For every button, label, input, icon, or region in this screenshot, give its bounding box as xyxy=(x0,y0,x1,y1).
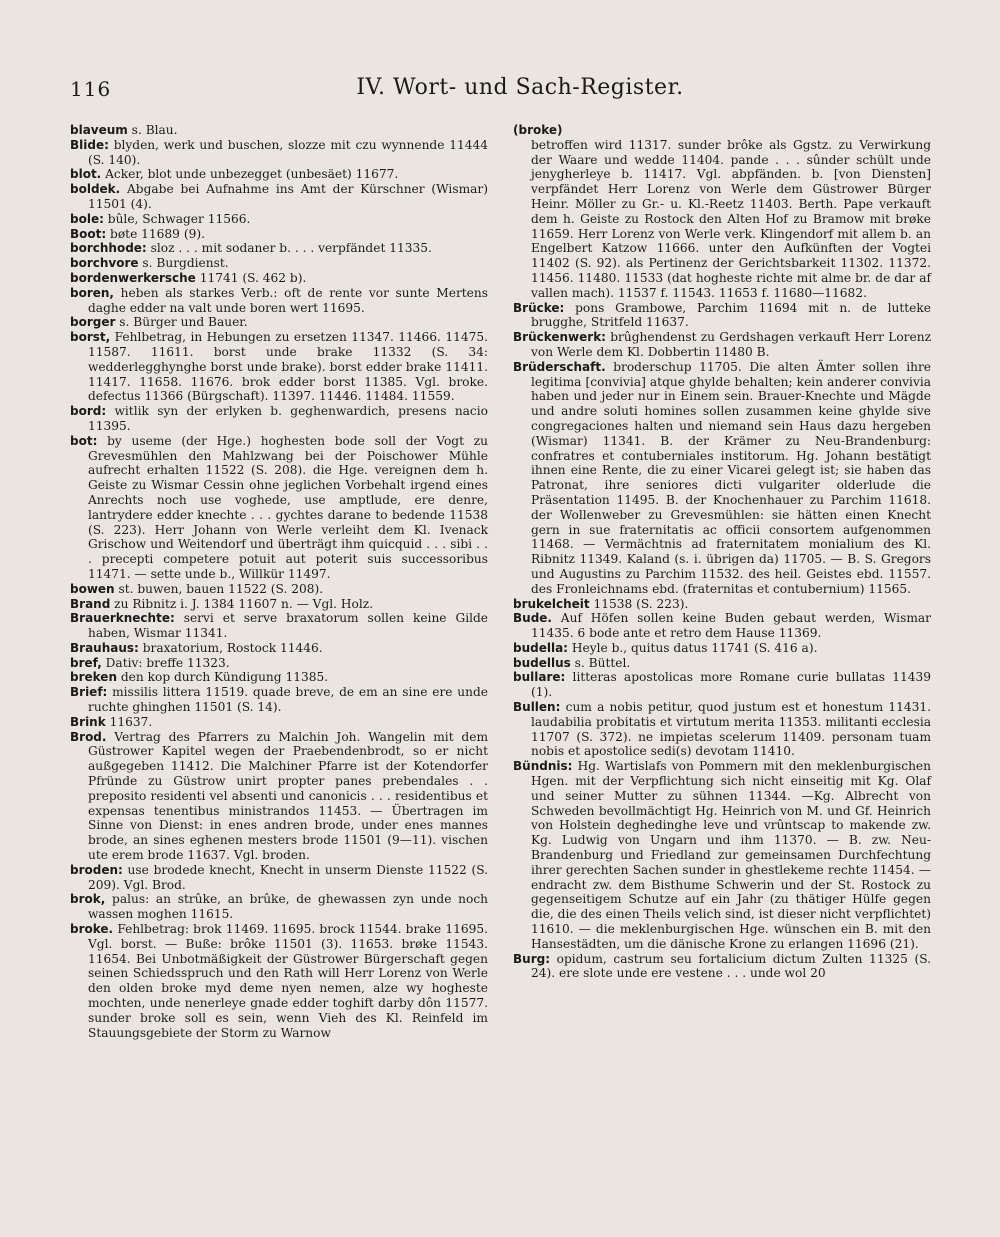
index-entry-text: Fehlbetrag: brok 11469. 11695. brock 11544. brake 11695. Vgl. borst. — Buße: brôke 11501 (3). 11653. brøke 11543. 11654. Bei Unbotmäßigkeit der Güstrower Bürgerschaft gegen seinen Schiedsspruch und den Rath will Herr Lorenz von Werle den olden broke myd deme nyen nemen, alze wy hogheste mochten, unde nenerleye gnade edder toghift darby dôn 11577. sunder broke soll es sein, wenn Vieh des Kl. Reinfeld im Stauungsgebiete der Storm zu Warnow xyxy=(88,922,488,1040)
index-entry-text: s. Büttel. xyxy=(570,655,631,670)
index-entry-text: braxatorium, Rostock 11446. xyxy=(138,640,323,655)
index-entry-text: bøte 11689 (9). xyxy=(106,226,205,241)
index-headword: Brückenwerk: xyxy=(513,330,606,345)
index-headword: bordenwerkersche xyxy=(70,270,196,285)
left-column xyxy=(70,123,488,1040)
index-entry xyxy=(513,360,931,597)
index-entry-text: Acker, blot unde unbezegget (unbesäet) 11677. xyxy=(101,167,399,182)
index-headword: Blide: xyxy=(70,137,109,152)
index-entry-text: palus: an strûke, an brûke, de ghewassen zyn unde noch wassen moghen 11615. xyxy=(88,892,488,922)
index-headword: Brand xyxy=(70,596,111,611)
index-entry-text: Auf Höfen sollen keine Buden gebaut werden, Wismar 11435. 6 bode ante et retro dem Hause 11369. xyxy=(531,611,931,641)
index-entry xyxy=(513,301,931,331)
index-headword: bord: xyxy=(70,404,107,419)
index-entry xyxy=(70,597,488,612)
index-entry xyxy=(70,641,488,656)
index-entry xyxy=(70,182,488,212)
index-headword: bowen xyxy=(70,581,115,596)
index-headword: borst, xyxy=(70,330,111,345)
index-headword: Bullen: xyxy=(513,700,561,715)
index-headword: borchvore xyxy=(70,256,139,271)
index-entry xyxy=(70,315,488,330)
index-entry xyxy=(513,330,931,360)
index-entry-text: sloz . . . mit sodaner b. . . . verpfändet 11335. xyxy=(146,241,432,256)
index-entry xyxy=(513,641,931,656)
index-entry-text: cum a nobis petitur, quod justum est et honestum 11431. laudabilia probitatis et virtutum merita 11353. militanti ecclesia 11707 (S. 372). ne impietas scelerum 11409. personam tuam nobis et apostolice sedi(s) devotam 11410. xyxy=(531,700,931,759)
index-entry-text: litteras apostolicas more Romane curie bullatas 11439 (1). xyxy=(531,670,931,700)
index-entry-text: Vertrag des Pfarrers zu Malchin Joh. Wangelin mit dem Güstrower Kapitel wegen der Praebendenbrodt, so er nicht außgegeben 11412. Die Malchiner Pfarre ist der Kotendorfer Pfründe zu Güstrow unirt propter panes prebendales . . preposito residenti vel absenti und canonicis . . . residentibus et expensas tenentibus ministrandos 11453. — Übertragen im Sinne von Dienst: in enes andren brode, under enes mannes brode, an sines eghenen mesters brode 11501 (9—11). vischen ute erem brode 11637. Vgl. broden. xyxy=(88,729,488,863)
index-entry xyxy=(513,700,931,759)
index-entry xyxy=(70,611,488,641)
index-entry-text: 11538 (S. 223). xyxy=(589,596,689,611)
index-entry xyxy=(70,656,488,671)
index-headword: broke. xyxy=(70,922,114,937)
index-headword: bref, xyxy=(70,655,102,670)
index-entry-text: missilis littera 11519. quade breve, de em an sine ere unde ruchte ghinghen 11501 (S. 14). xyxy=(88,685,488,715)
index-headword: brukelcheit xyxy=(513,596,590,611)
index-headword: Brücke: xyxy=(513,300,565,315)
index-headword: Burg: xyxy=(513,951,550,966)
index-entry-text: Hg. Wartislafs von Pommern mit den meklenburgischen Hgen. mit der Verpflichtung sich nicht einseitig mit Kg. Olaf und seiner Mutter zu sühnen 11344. —Kg. Albrecht von Schweden bevollmächtigt Hg. Heinrich von M. und Gf. Heinrich von Holstein deghedinghe leve und vrûntscap to makende zw. Kg. Ludwig von Ungarn und ihm 11370. — B. zw. Neu-Brandenburg und Friedland zur gemeinsamen Durchfechtung ihrer gerechten Sachen sunder in ghestlekeme rechte 11454. — endracht zw. dem Bisthume Schwerin und der St. Rostock zu gegenseitigem Schutze auf ein Jahr (zu thätiger Hülfe gegen die, die des einen Theils velich sind, ist dieser nicht verpflichtet) 11610. — die meklenburgischen Hge. wünschen ein B. mit den Hansestädten, um die dänische Krone zu erlangen 11696 (21). xyxy=(531,759,931,951)
index-headword: Brauerknechte: xyxy=(70,611,175,626)
index-entry xyxy=(513,597,931,612)
index-entry-text: Abgabe bei Aufnahme ins Amt der Kürschner (Wismar) 11501 (4). xyxy=(88,182,488,211)
index-entry xyxy=(70,434,488,582)
index-headword: bot: xyxy=(70,433,98,448)
index-headword: Bude. xyxy=(513,611,552,626)
index-entry xyxy=(513,138,931,301)
index-headword: boldek. xyxy=(70,182,121,197)
index-entry xyxy=(70,167,488,182)
index-headword: Brief: xyxy=(70,685,108,700)
index-entry-text: by useme (der Hge.) hoghesten bode soll der Vogt zu Grevesmühlen den Mahlzwang bei der Poischower Mühle aufrecht erhalten 11522 (S. 208). die Hge. vereignen dem h. Geiste zu Wismar Cessin ohne jeglichen Vorbehalt irgend eines Anrechts noch use voghede, use amptlude, ere denre, lantrydere edder knechte . . . gychtes darane to bedende 11538 (S. 223). Herr Johann von Werle verleiht dem Kl. Ivenack Grischow und Weitendorf und überträgt ihm quicquid . . . sibi . . . precepti competere potuit aut poterit suis successoribus 11471. — sette unde b., Willkür 11497. xyxy=(88,433,488,581)
index-headword: Boot: xyxy=(70,226,107,241)
index-entry-text: 11741 (S. 462 b). xyxy=(195,270,307,285)
index-headword: borger xyxy=(70,315,116,330)
page-title: IV. Wort- und Sach-Register. xyxy=(356,75,684,100)
index-headword: (broke) xyxy=(513,123,563,137)
index-entry-text: blyden, werk und buschen, slozze mit czu wynnende 11444 (S. 140). xyxy=(88,137,488,167)
index-entry-text: heben als starkes Verb.: oft de rente vor sunte Mertens daghe edder na valt unde boren wert 11695. xyxy=(88,285,488,315)
index-entry xyxy=(70,271,488,286)
index-entry-text: zu Ribnitz i. J. 1384 11607 n. — Vgl. Holz. xyxy=(110,596,374,611)
index-headword: Brink xyxy=(70,714,106,729)
index-entry-text: bûle, Schwager 11566. xyxy=(103,211,251,226)
index-entry-text: Fehlbetrag, in Hebungen zu ersetzen 11347. 11466. 11475. 11587. 11611. borst unde brake 11332 (S. 34: wedderlegghynghe borst unde brake). borst edder brake 11411. 11417. 11658. 11676. brok edder borst 11385. Vgl. broke. defectus 11366 (Bürgschaft). 11397. 11446. 11484. 11559. xyxy=(88,330,488,404)
index-entry xyxy=(70,256,488,271)
index-entry xyxy=(513,656,931,671)
index-entry xyxy=(513,611,931,641)
index-entry-text: s. Blau. xyxy=(127,123,178,137)
index-headword: Bündnis: xyxy=(513,759,573,774)
index-entry-text: Dativ: breffe 11323. xyxy=(101,655,230,670)
index-entry xyxy=(70,892,488,922)
index-entry xyxy=(513,952,931,982)
index-entry xyxy=(70,138,488,168)
index-entry xyxy=(70,685,488,715)
index-entry-text: use brodede knecht, Knecht in unserm Dienste 11522 (S. 209). Vgl. Brod. xyxy=(88,862,488,892)
index-entry xyxy=(70,922,488,1040)
index-entry xyxy=(70,404,488,434)
index-entry xyxy=(70,330,488,404)
index-headword: breken xyxy=(70,670,117,685)
index-headword: blot. xyxy=(70,167,102,182)
index-entry xyxy=(70,123,488,138)
index-entry xyxy=(70,582,488,597)
index-entry xyxy=(70,241,488,256)
index-entry xyxy=(70,212,488,227)
index-entry-text: pons Grambowe, Parchim 11694 mit n. de lutteke brugghe, Stritfeld 11637. xyxy=(531,300,931,330)
index-entry xyxy=(70,730,488,863)
index-entry-text: den kop durch Kündigung 11385. xyxy=(117,670,329,685)
index-headword: brok, xyxy=(70,892,106,907)
index-entry-text: st. buwen, bauen 11522 (S. 208). xyxy=(114,581,324,596)
index-headword: boren, xyxy=(70,285,114,300)
index-entry xyxy=(70,227,488,242)
right-column xyxy=(513,123,931,981)
index-entry xyxy=(513,123,931,138)
index-entry-text: s. Bürger und Bauer. xyxy=(115,315,248,330)
page-number: 116 xyxy=(70,77,112,101)
index-entry-text: broderschup 11705. Die alten Ämter sollen ihre legitima [convivia] atque ghylde behalten; kein anderer convivia haben und jeder nur in Einem sein. Brauer-Knechte und Mägde und andre soluti homines sollen zusammen keine ghylde sive congregaciones halten und niemand sein Haus dazu hergeben (Wismar) 11341. B. der Krämer zu Neu-Brandenburg: confratres et contuberniales institorum. Hg. Johann bestätigt ihnen eine Rente, die zu einer Vicarei gelegt ist; sie haben das Patronat, ihre seniores dicti vulgariter olderlude die Präsentation 11495. B. der Knochenhauer zu Parchim 11618. der Wollenweber zu Grevesmühlen: sie hätten einen Knecht gern in sue fraternitatis ac officii consortem aufgenommen 11468. — Vermächtnis ad fraternitatem monialium des Kl. Ribnitz 11349. Kaland (s. i. übrigen da) 11705. — B. S. Gregors und Augustins zu Parchim 11532. des heil. Geistes ebd. 11557. des Fronleichnams ebd. (fraternitas et contubernium) 11565. xyxy=(531,359,931,596)
index-headword: bole: xyxy=(70,211,104,226)
index-headword: broden: xyxy=(70,862,123,877)
index-entry xyxy=(513,759,931,951)
index-headword: budella: xyxy=(513,640,568,655)
index-entry-text: betroffen wird 11317. sunder brôke als Ggstz. zu Verwirkung der Waare und wedde 11404. pande . . . sûnder schült unde jenygherleye b. 11417. Vgl. abpfänden. b. [von Diensten] verpfändet Herr Lorenz von Werle dem Güstrower Bürger Heinr. Möller zu Gr.- u. Kl.-Reetz 11403. Berth. Pape verkauft dem h. Geiste zu Rostock den Alten Hof zu Bramow mit brøke 11659. Herr Lorenz von Werle verk. Klingendorf mit allem b. an Engelbert Katzow 11666. unter den Aufkünften der Vogtei 11402 (S. 92). als Pertinenz der Gerichtsbarkeit 11302. 11372. 11456. 11480. 11533 (dat hogheste richte mit alme br. de dar af vallen mach). 11537 f. 11543. 11653 f. 11680—11682. xyxy=(531,137,931,300)
index-headword: Brod. xyxy=(70,729,107,744)
index-entry-text: opidum, castrum seu fortalicium dictum Zulten 11325 (S. 24). ere slote unde ere vestene . . . unde wol 20 xyxy=(531,951,931,981)
index-headword: blaveum xyxy=(70,123,128,137)
index-entry xyxy=(70,670,488,685)
index-entry-text: 11637. xyxy=(105,714,153,729)
index-headword: borchhode: xyxy=(70,241,147,256)
index-entry-text: brûghendenst zu Gerdshagen verkauft Herr Lorenz von Werle dem Kl. Dobbertin 11480 B. xyxy=(531,330,931,359)
index-entry-text: servi et serve braxatorum sollen keine Gilde haben, Wismar 11341. xyxy=(88,611,488,641)
index-entry xyxy=(70,715,488,730)
index-entry-text: Heyle b., quitus datus 11741 (S. 416 a). xyxy=(567,640,818,655)
index-headword: budellus xyxy=(513,655,571,670)
index-headword: Brauhaus: xyxy=(70,640,139,655)
index-entry-text: s. Burgdienst. xyxy=(138,256,229,271)
index-entry xyxy=(70,286,488,316)
index-entry xyxy=(70,863,488,893)
index-entry-text: witlik syn der erlyken b. geghenwardich, presens nacio 11395. xyxy=(88,404,488,433)
index-headword: bullare: xyxy=(513,670,566,685)
index-headword: Brüderschaft. xyxy=(513,359,606,374)
index-entry xyxy=(513,670,931,700)
